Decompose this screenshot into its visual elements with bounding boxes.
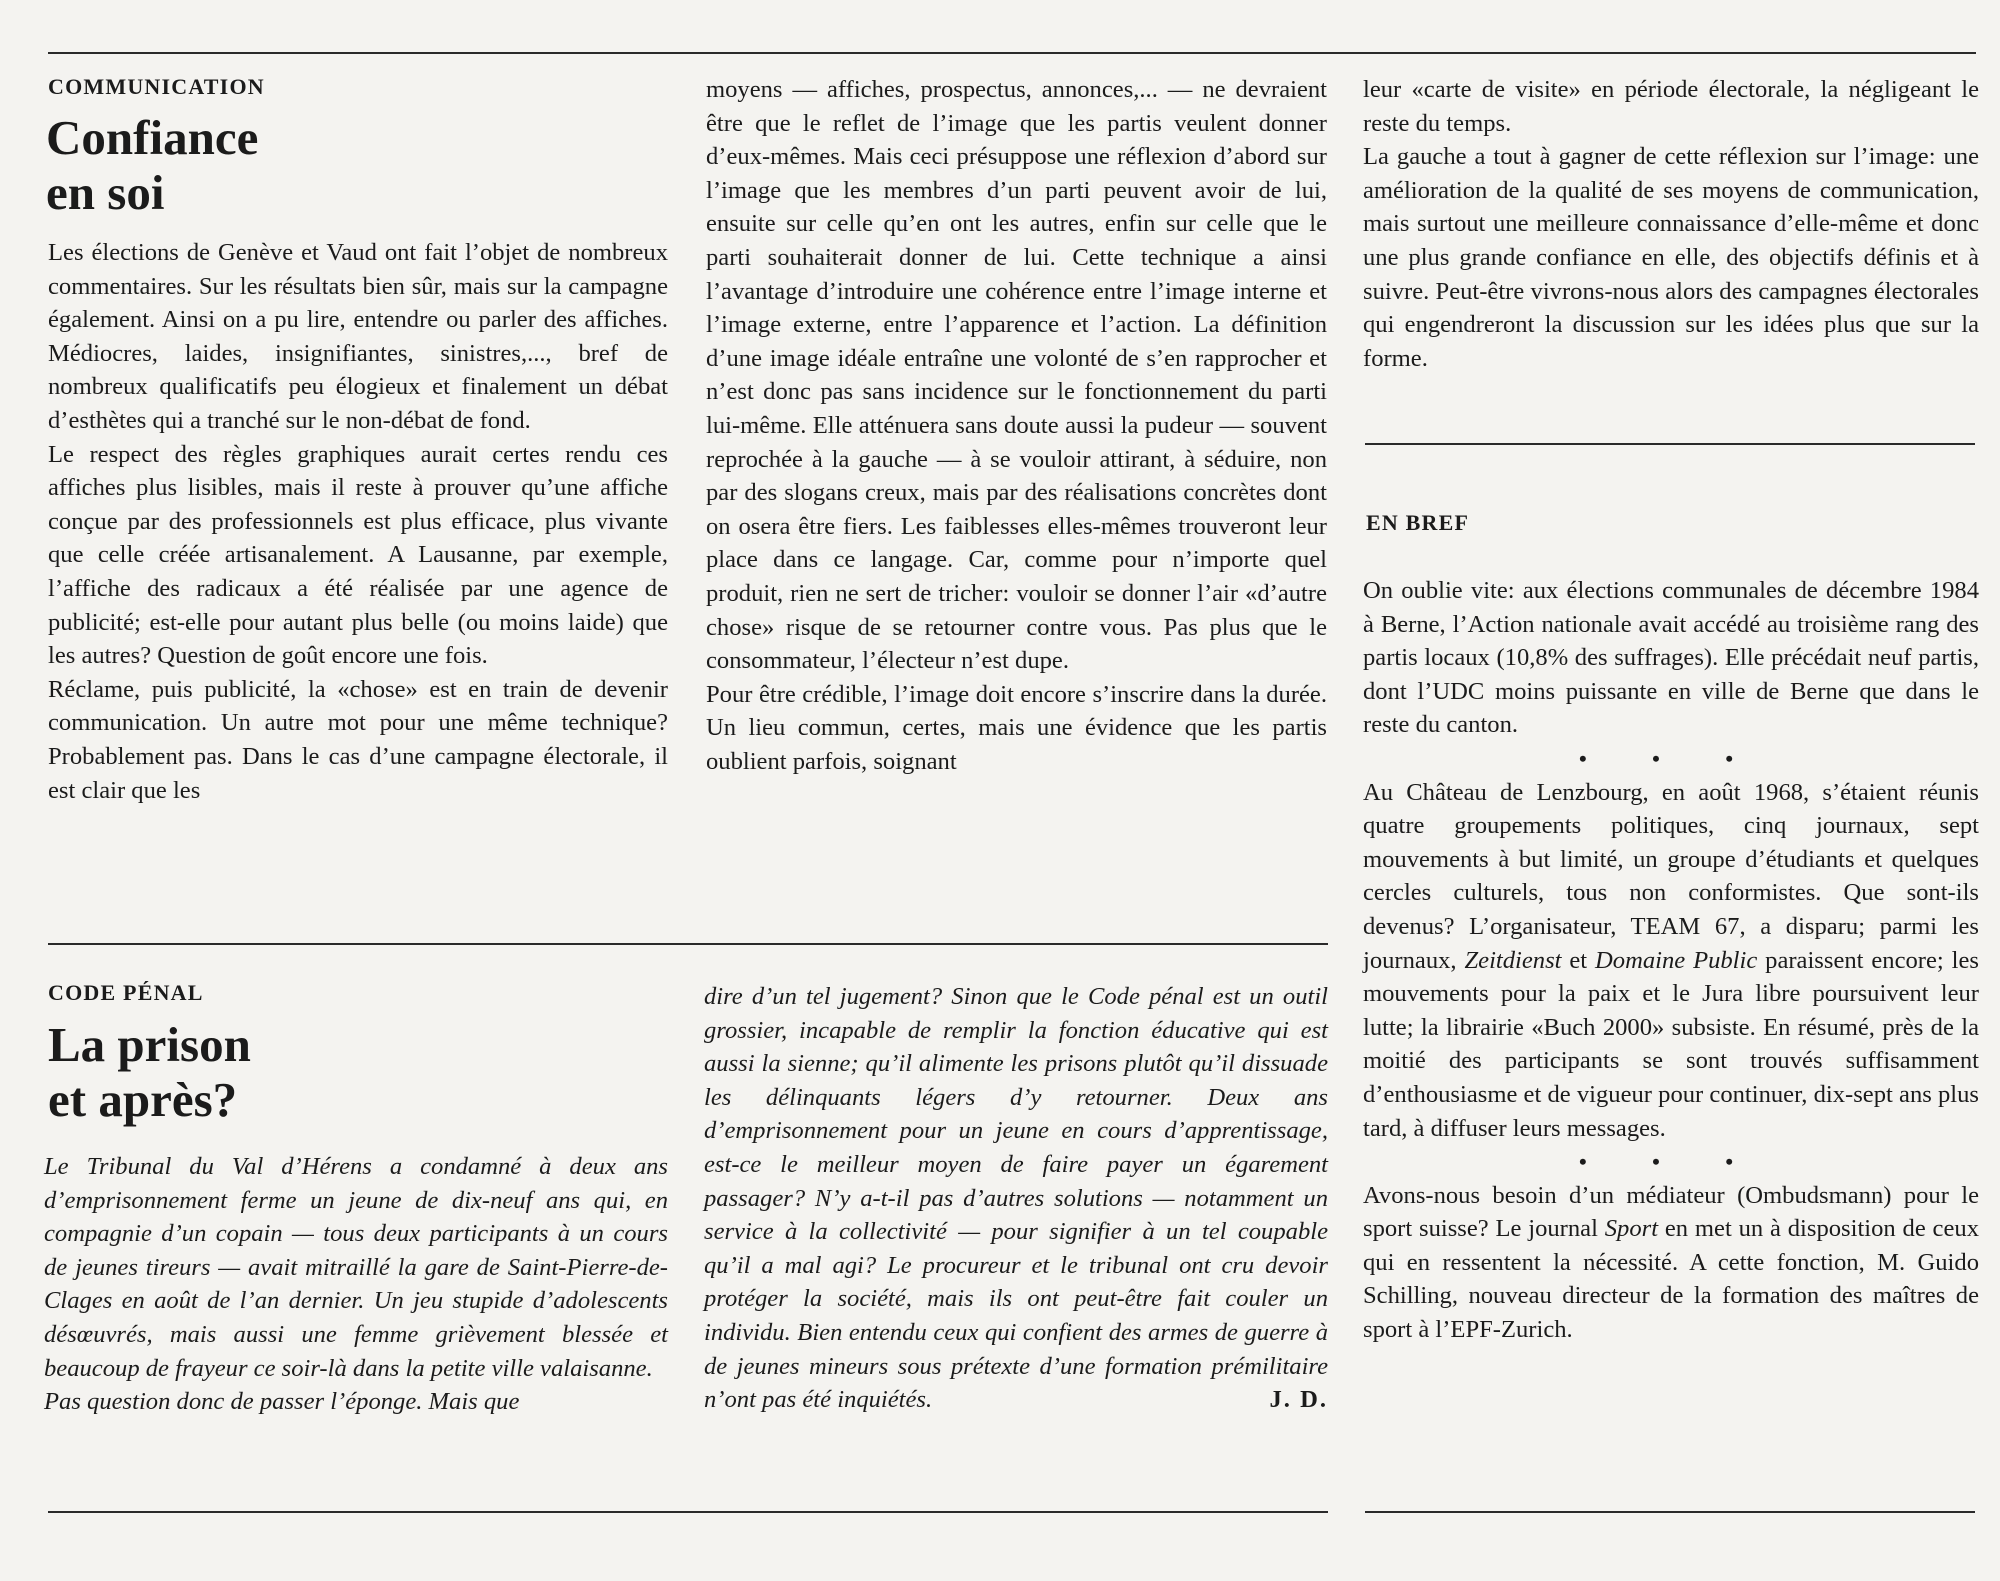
item-separator: • • •	[1578, 1149, 1764, 1175]
bottom-rule-left	[48, 1511, 1328, 1513]
article1-kicker: COMMUNICATION	[48, 74, 265, 99]
en-bref-item-text: en met un à disposition de ceux qui en ressentent la nécessité. A cette fonction, M. Guido Schilling, nouveau directeur de la formation des maîtres de sport à l’EPF-Zurich.	[1363, 1215, 1979, 1344]
article2-title	[48, 1017, 251, 1127]
article2-title-line1: La prison	[48, 1017, 251, 1072]
article2-paragraph: Pas question donc de passer l’éponge. Mais que	[44, 1388, 520, 1416]
en-bref-item-text: paraissent encore; les mouvements pour la paix et le Jura libre poursuivent leur lutte; la librairie «Buch 2000» subsiste. En résumé, près de la moitié des participants se sont trouvés suffisamment d’enthousiasme et de vigueur pour continuer, dix-sept ans plus tard, à diffuser leurs messages.	[1363, 946, 1979, 1142]
article1-column3	[1363, 73, 1979, 375]
article1-title-line1: Confiance	[46, 110, 259, 165]
en-bref-item: On oublie vite: aux élections communales de décembre 1984 à Berne, l’Action nationale avait accédé au troisième rang des partis locaux (10,8% des suffrages). Elle précédait neuf partis, dont l’UDC moins puissante en ville de Berne que dans le reste du canton.	[1363, 577, 1979, 739]
article1-paragraph: moyens — affiches, prospectus, annonces,... — ne devraient être que le reflet de l’image que les partis veulent donner d’eux-mêmes. Mais ceci présuppose une réflexion d’abord sur l’image que les membres d’un parti peuvent avoir de lui, ensuite sur celle qu’en ont les autres, enfin sur celle que le parti souhaiterait donner de lui. Cette technique a ainsi l’avantage d’introduire une cohérence entre l’image interne et l’image externe, entre l’apparence et l’action. La définition d’une image idéale entraîne une volonté de s’en rapprocher et n’est donc pas sans incidence sur le fonctionnement du parti lui-même. Elle atténuera sans doute aussi la pudeur — souvent reprochée à la gauche — à se vouloir attirant, à séduire, non par des slogans creux, mais par des réalisations concrètes dont on osera être fiers. Les faiblesses elles-mêmes trouveront leur place dans ce langage. Car, comme pour n’importe quel produit, rien ne sert de tricher: vouloir se donner l’air «d’autre chose» risque de se retourner contre vous. Pas plus que le consommateur, l’électeur n’est dupe.	[706, 76, 1327, 675]
article1-paragraph: La gauche a tout à gagner de cette réflexion sur l’image: une amélioration de la qualité de ses moyens de communication, mais surtout une meilleure connaissance d’elle-même et donc une plus grande confiance en elle, des objectifs définis et à suivre. Peut-être vivrons-nous alors des campagnes électorales qui engendreront la discussion sur les idées plus que sur la forme.	[1363, 143, 1979, 372]
en-bref-top-rule	[1365, 443, 1975, 445]
publication-title: Zeitdienst	[1464, 946, 1562, 974]
article1-column2	[706, 73, 1327, 778]
article1-column1	[48, 236, 668, 807]
en-bref-item-text: et	[1569, 946, 1588, 974]
article1-title-line2: en soi	[46, 165, 165, 220]
article1-paragraph: Le respect des règles graphiques aurait certes rendu ces affiches plus lisibles, mais il reste à prouver qu’une affiche conçue par des professionnels est plus efficace, plus vivante que celle créée artisanalement. A Lausanne, par exemple, l’affiche des radicaux a été réalisée par une agence de publicité; est-elle pour autant plus belle (ou moins laide) que les autres? Question de goût encore une fois.	[48, 440, 668, 670]
article1-paragraph: leur «carte de visite» en période électorale, la négligeant le reste du temps.	[1363, 76, 1979, 137]
publication-title: Domaine Public	[1595, 946, 1758, 974]
article2-column2	[704, 980, 1328, 1417]
en-bref-column	[1363, 574, 1979, 1347]
en-bref-item-text: Au Château de Lenzbourg, en août 1968, s’étaient réunis quatre groupements politiques, cinq journaux, sept mouvements à but limité, un groupe d’étudiants et quelques cercles culturels, tous non conformistes. Que sont-ils devenus? L’organisateur, TEAM 67, a disparu; parmi les journaux,	[1363, 778, 1979, 974]
publication-title: Sport	[1604, 1215, 1659, 1243]
article1-title	[46, 110, 258, 220]
top-rule	[48, 52, 1976, 54]
article2-title-line2: et après?	[48, 1072, 238, 1127]
article2-paragraph	[704, 980, 1328, 1417]
item-separator: • • •	[1578, 745, 1764, 771]
article-divider-rule	[48, 943, 1328, 945]
en-bref-kicker: EN BREF	[1366, 510, 1470, 535]
author-signature: J. D.	[1269, 1386, 1328, 1414]
en-bref-item-text: Avons-nous besoin d’un médiateur (Ombudsmann) pour le sport suisse? Le journal	[1363, 1181, 1979, 1243]
en-bref-item	[1363, 776, 1979, 1146]
article2-paragraph: Le Tribunal du Val d’Hérens a condamné à deux ans d’emprisonnement ferme un jeune de dix-neuf ans qui, en compagnie d’un copain — tous deux participants à un cours de jeunes tireurs — avait mitraillé la gare de Saint-Pierre-de-Clages en août de l’an dernier. Un jeu stupide d’adolescents désœuvrés, mais aussi une femme grièvement blessée et beaucoup de frayeur ce soir-là dans la petite ville valaisanne.	[44, 1153, 668, 1382]
article1-paragraph: Les élections de Genève et Vaud ont fait l’objet de nombreux commentaires. Sur les résultats bien sûr, mais sur la campagne également. Ainsi on a pu lire, entendre ou parler des affiches. Médiocres, laides, insignifiantes, sinistres,..., bref de nombreux qualificatifs peu élogieux et finalement un débat d’esthètes qui a tranché sur le non-débat de fond.	[48, 239, 668, 434]
article1-paragraph: Pour être crédible, l’image doit encore s’inscrire dans la durée. Un lieu commun, certes, mais une évidence que les partis oublient parfois, soignant	[706, 680, 1327, 775]
article1-paragraph: Réclame, puis publicité, la «chose» est en train de devenir communication. Un autre mot pour une même technique? Probablement pas. Dans le cas d’une campagne électorale, il est clair que les	[48, 675, 668, 804]
article2-column1	[44, 1150, 668, 1419]
article2-kicker: CODE PÉNAL	[48, 980, 204, 1005]
article2-paragraph-text: dire d’un tel jugement? Sinon que le Code pénal est un outil grossier, incapable de remplir la fonction éducative qui est aussi la sienne; qu’il alimente les prisons plutôt qu’il dissuade les délinquants légers d’y retourner. Deux ans d’emprisonnement pour un jeune en cours d’apprentissage, est-ce le meilleur moyen de faire payer un égarement passager? N’y a-t-il pas d’autres solutions — notamment un service à la collectivité — pour signifier à un tel coupable qu’il a mal agi? Le procureur et le tribunal ont cru devoir protéger la société, mais ils ont peut-être fait couler un individu. Bien entendu ceux qui confient des armes de guerre à de jeunes mineurs sous prétexte d’une formation prémilitaire n’ont pas été inquiétés.	[704, 983, 1328, 1414]
en-bref-item	[1363, 1179, 1979, 1347]
bottom-rule-right	[1365, 1511, 1975, 1513]
